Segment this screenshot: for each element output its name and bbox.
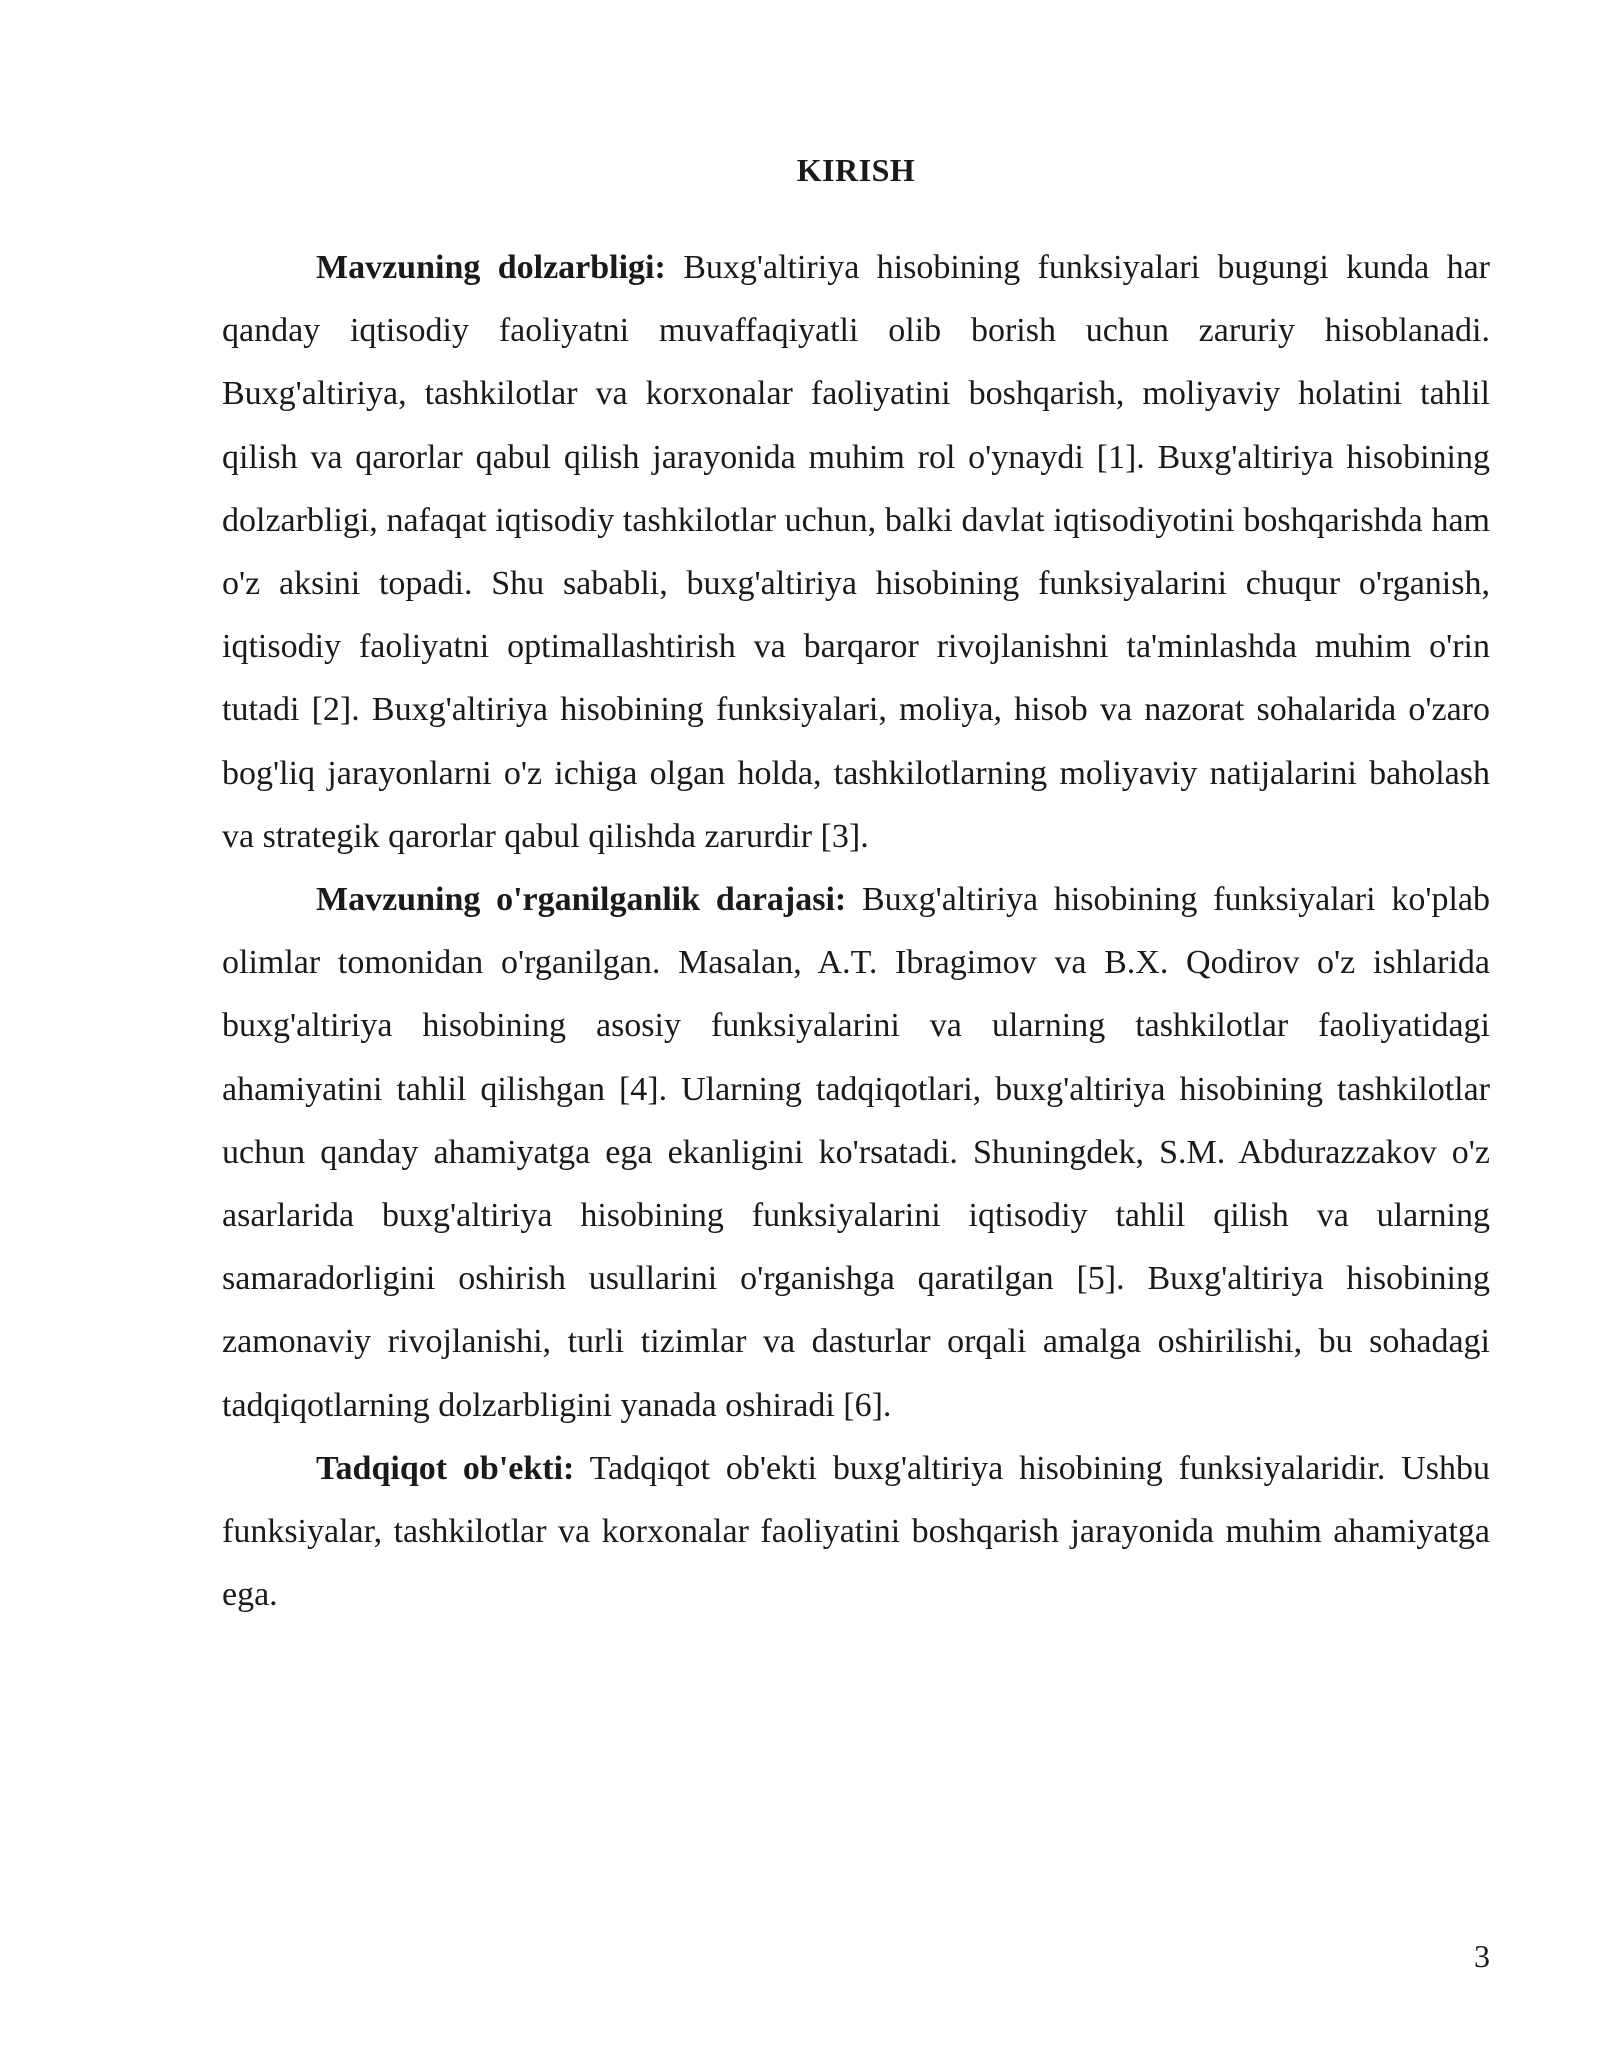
paragraph-text: Buxg'altiriya hisobining funksiyalari bugungi kunda har qanday iqtisodiy faoliyatni muvaffaqiyatli olib borish uchun zaruriy hisoblanadi. Buxg'altiriya, tashkilotlar va korxonalar faoliyatini boshqarish, moliyaviy holatini tahlil qilish va qarorlar qabul qilish jarayonida muhim rol o'ynaydi [1]. Buxg'altiriya hisobining dolzarbligi, nafaqat iqtisodiy tashkilotlar uchun, balki davlat iqtisodiyotini boshqarishda ham o'z aksini topadi. Shu sababli, buxg'altiriya hisobining funksiyalarini chuqur o'rganish, iqtisodiy faoliyatni optimallashtirish va barqaror rivojlanishni ta'minlashda muhim o'rin tutadi [2]. Buxg'altiriya hisobining funksiyalari, moliya, hisob va nazorat sohalarida o'zaro bog'liq jarayonlarni o'z ichiga olgan holda, tashkilotlarning moliyaviy natijalarini baholash va strategik qarorlar qabul qilishda zarurdir [3]. bbox=[222, 249, 1490, 855]
page-title: KIRISH bbox=[796, 152, 916, 188]
paragraph-lead: Mavzuning dolzarbligi: bbox=[316, 249, 666, 286]
paragraph-lead: Tadqiqot ob'ekti: bbox=[316, 1449, 575, 1487]
paragraph-relevance bbox=[222, 236, 1490, 868]
paragraph-study-level bbox=[222, 868, 1490, 1437]
paragraph-research-object bbox=[222, 1437, 1490, 1627]
page-number: 3 bbox=[1474, 1938, 1490, 1974]
paragraph-text: Buxg'altiriya hisobining funksiyalari ko'plab olimlar tomonidan o'rganilgan. Masalan, A.T. Ibragimov va B.X. Qodirov o'z ishlarida buxg'altiriya hisobining asosiy funksiyalarini va ularning tashkilotlar faoliyatidagi ahamiyatini tahlil qilishgan [4]. Ularning tadqiqotlari, buxg'altiriya hisobining tashkilotlar uchun qanday ahamiyatga ega ekanligini ko'rsatadi. Shuningdek, S.M. Abdurazzakov o'z asarlarida buxg'altiriya hisobining funksiyalarini iqtisodiy tahlil qilish va ularning samaradorligini oshirish usullarini o'rganishga qaratilgan [5]. Buxg'altiriya hisobining zamonaviy rivojlanishi, turli tizimlar va dasturlar orqali amalga oshirilishi, bu sohadagi tadqiqotlarning dolzarbligini yanada oshiradi [6]. bbox=[222, 881, 1490, 1424]
paragraph-text: Tadqiqot ob'ekti buxg'altiriya hisobining funksiyalaridir. Ushbu funksiyalar, tashkilotlar va korxonalar faoliyatini boshqarish jarayonida muhim ahamiyatga ega. bbox=[222, 1449, 1491, 1614]
paragraph-lead: Mavzuning o'rganilganlik darajasi: bbox=[316, 881, 847, 919]
document-body bbox=[222, 236, 1490, 1626]
